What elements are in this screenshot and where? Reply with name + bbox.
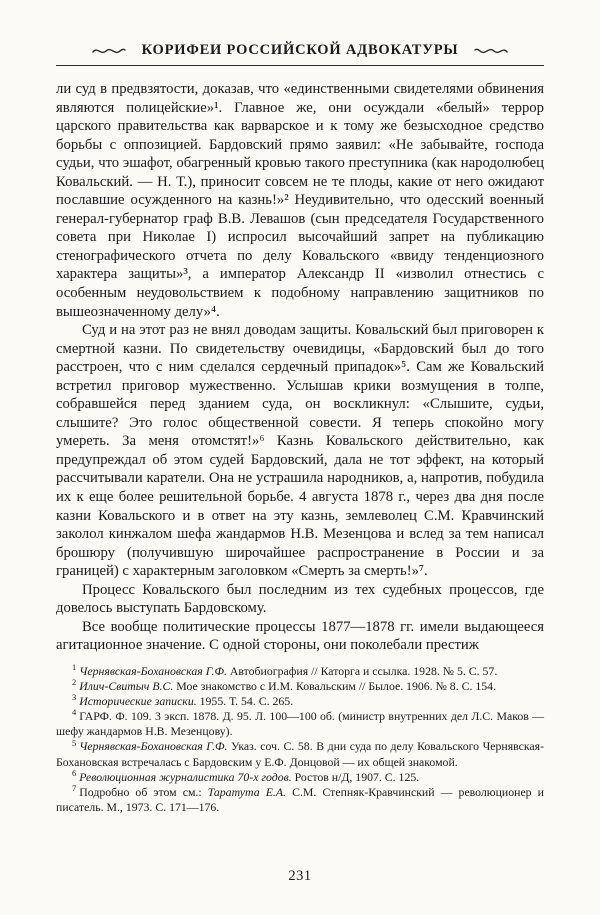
footnotes-block — [56, 664, 544, 815]
flourish-left-icon — [92, 45, 126, 57]
footnote-text: Автобиография // Каторга и ссылка. 1928. № 5. С. 57. — [226, 663, 498, 678]
footnote-7 — [56, 782, 544, 815]
body-text — [56, 80, 544, 655]
footnote-number: 4 — [72, 707, 77, 718]
footnote-3 — [56, 694, 544, 709]
paragraph-3: Процесс Ковальского был последним из тех судебных процессов, где довелось выступать Бардовскому. — [56, 581, 544, 617]
flourish-right-icon — [474, 45, 508, 57]
footnote-text: ГАРФ. Ф. 109. 3 эксп. 1878. Д. 95. Л. 100—100 об. (министр внутренних дел Л.С. Маков — шефу жандармов Н.В. Мезенцову). — [56, 709, 544, 739]
paragraph-4: Все вообще политические процессы 1877—1878 гг. имели выдающееся агитационное значение. С одной стороны, они поколебали престиж — [56, 618, 544, 654]
footnote-4 — [56, 709, 544, 739]
footnote-source: Революционная журналистика 70-х годов. — [79, 769, 292, 784]
footnote-number: 5 — [72, 737, 77, 748]
footnote-number: 3 — [72, 692, 77, 703]
footnote-source: Илич-Свитыч В.С. — [79, 679, 174, 694]
footnote-number: 1 — [72, 662, 77, 673]
footnote-5 — [56, 739, 544, 769]
footnote-source: Исторические записки. — [79, 694, 197, 709]
footnote-source: Чернявская-Бохановская Г.Ф. — [79, 739, 228, 754]
footnote-2 — [56, 679, 544, 694]
footnote-text: Указ. соч. С. 58. В дни суда по делу Ковальского Чернявская-Бохановская встречалась с Бардовским у Е.Ф. Донцовой — их общей знакомой. — [56, 739, 544, 769]
footnote-6 — [56, 767, 544, 785]
footnote-1 — [56, 664, 544, 679]
footnote-text: Ростов н/Д, 1907. С. 125. — [291, 769, 420, 784]
running-header — [56, 42, 544, 59]
footnote-number: 7 — [72, 782, 77, 793]
footnote-text: С.М. Степняк-Кравчинский — революционер и писатель. М., 1973. С. 171—176. — [56, 784, 544, 814]
footnote-text: 1955. Т. 54. С. 265. — [196, 694, 294, 709]
footnote-number: 6 — [72, 767, 77, 778]
footnote-text: Подробно об этом см.: — [79, 784, 208, 799]
chapter-title: КОРИФЕИ РОССИЙСКОЙ АДВОКАТУРЫ — [141, 42, 459, 58]
footnote-text: Мое знакомство с И.М. Ковальским // Былое. 1906. № 8. С. 154. — [173, 679, 497, 694]
paragraph-1: ли суд в предвзятости, доказав, что «единственными свидетелями обвинения являются полицейские»¹. Главное же, они осуждали «белый» террор царского правительства как варварское и к тому же безысходное средство борьбы с оппозицией. Бардовский прямо заявил: «Не забывайте, господа судьи, что эшафот, обагренный кровью такого преступника (как народолюбец Ковальский. — Н. Т.), приносит совсем не те плоды, какие от него ожидают пославшие осужденного на казнь!»² Неудивительно, что одесский военный генерал-губернатор граф В.В. Левашов (сын председателя Государственного совета при Николае I) испросил высочайший запрет на публикацию стенографического отчета по делу Ковальского «ввиду тенденциозного характера защиты»³, а император Александр II «изволил отнестись с особенным неудовольствием к подобному направлению защитников по вышеозначенному делу»⁴. — [56, 81, 544, 320]
page-number: 231 — [288, 868, 312, 884]
header-rule — [56, 65, 544, 66]
footnote-source: Чернявская-Бохановская Г.Ф. — [79, 663, 227, 678]
paragraph-2: Суд и на этот раз не внял доводам защиты. Ковальский был приговорен к смертной казни. По свидетельству очевидицы, «Бардовский был до того расстроен, что с ним сделался сердечный припадок»⁵. Сам же Ковальский встретил приговор мужественно. Услышав крики возмущения в толпе, собравшейся перед зданием суда, он воскликнул: «Слышите, судьи, слышите? Это голос общественной совести. Я теперь спокойно могу умереть. За меня отомстят!»⁶ Казнь Ковальского действительно, как предупреждал об этом судей Бардовский, дала не тот эффект, на который рассчитывали каратели. Она не устрашила народников, а, напротив, побудила их к еще более решительной борьбе. 4 августа 1878 г., через два дня после казни Ковальского и в ответ на эту казнь, землеволец С.М. Кравчинский заколол кинжалом шефа жандармов Н.В. Мезенцова и вслед за тем написал брошюру (получившую широчайшее распространение в России и за границей) с характерным заголовком «Смерть за смерть!»⁷. — [56, 322, 544, 580]
footnote-number: 2 — [72, 677, 77, 688]
footnote-source: Таратута Е.А. — [207, 784, 287, 799]
